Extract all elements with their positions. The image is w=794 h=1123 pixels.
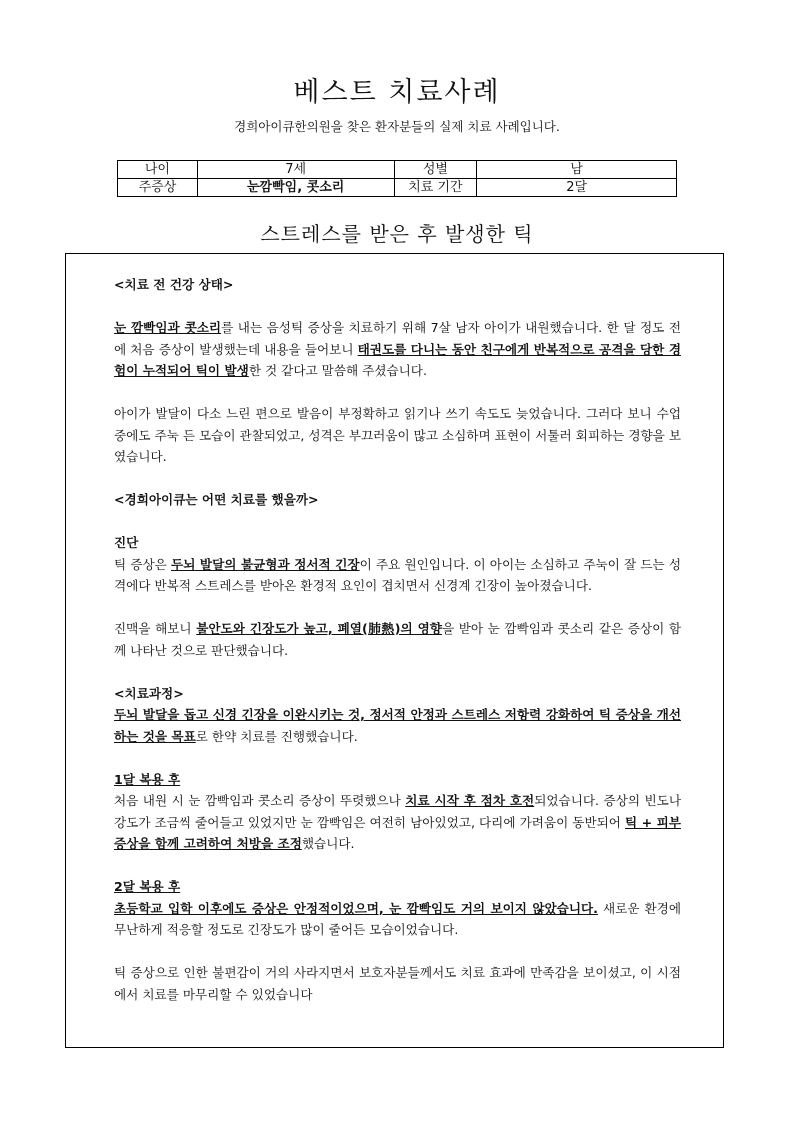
section-heading-month1 <box>114 769 681 791</box>
highlight-text: 두뇌 발달을 돕고 신경 긴장을 이완시키는 것, 정서적 안정과 스트레스 저항력 강화하여 틱 증상을 개선하는 것을 목표 <box>114 707 681 744</box>
month1-heading-text: 1달 복용 후 <box>114 771 181 787</box>
age-value: 7세 <box>197 161 394 179</box>
highlight-text: 치료 시작 후 점차 호전 <box>405 793 535 808</box>
table-row <box>118 179 677 197</box>
section-heading-process: <치료과정> <box>114 685 184 701</box>
patient-info-table <box>117 160 677 197</box>
table-row <box>118 161 677 179</box>
age-label: 나이 <box>118 161 198 179</box>
diagnosis-paragraph-1 <box>114 554 681 597</box>
case-content-box <box>65 253 724 1048</box>
diagnosis-paragraph-2 <box>114 618 681 661</box>
highlight-text: 틱 + 피부 증상을 함께 고려하여 처방을 조정 <box>114 814 681 851</box>
symptom-label: 주증상 <box>118 179 198 197</box>
page-title: 베스트 치료사례 <box>293 77 501 108</box>
body-text: 를 내는 음성틱 증상을 치료하기 위해 7살 남자 아이가 내원했습니다. 한 달 정도 전에 처음 증상이 발생했는데 내용을 들어보니 <box>114 320 682 357</box>
body-text: 을 받아 눈 깜빡임과 콧소리 같은 증상이 함께 나타난 것으로 판단했습니다. <box>114 621 682 658</box>
month2-paragraph-2: 틱 증상으로 인한 불편감이 거의 사라지면서 보호자분들께서도 치료 효과에 만족감을 보이셨고, 이 시점에서 치료를 마무리할 수 있었습니다 <box>114 965 681 1002</box>
highlight-text: 초등학교 입학 이후에도 증상은 안정적이었으며, 눈 깜빡임도 거의 보이지 않았습니다. <box>114 900 598 916</box>
body-text: 되었습니다. 증상의 빈도나 강도가 조금씩 줄어들고 있었지만 눈 깜빡임은 여전히 남아있었고, 다리에 가려움이 동반되어 <box>114 793 681 830</box>
gender-label: 성별 <box>394 161 477 179</box>
highlight-text: 태권도를 다니는 동안 친구에게 반복적으로 공격을 당한 경험이 누적되어 틱이 발생 <box>114 341 682 378</box>
body-text: 틱 증상은 <box>114 556 172 572</box>
month1-paragraph <box>114 790 681 855</box>
body-text: 진맥을 해보니 <box>114 621 197 636</box>
before-paragraph-2: 아이가 발달이 다소 느린 편으로 발음이 부정확하고 읽기나 쓰기 속도도 늦었습니다. 그러다 보니 수업 중에도 주눅 든 모습이 관찰되었고, 성격은 부끄러움이 많고 소심하며 표현이 서툴러 회피하는 경향을 보였습니다. <box>114 406 681 464</box>
body-text: 했습니다. <box>301 836 355 851</box>
month2-paragraph-1 <box>114 898 681 941</box>
month2-heading-text: 2달 복용 후 <box>114 879 181 894</box>
case-title: 스트레스를 받은 후 발생한 틱 <box>260 222 534 246</box>
section-heading-before: <치료 전 건강 상태> <box>114 277 234 292</box>
period-value: 2달 <box>477 179 677 197</box>
body-text: 이 주요 원인입니다. 이 아이는 소심하고 주눅이 잘 드는 성격에다 반복적 스트레스를 받아온 환경적 요인이 겹치면서 신경계 긴장이 높아졌습니다. <box>114 556 682 593</box>
body-text: 처음 내원 시 눈 깜빡임과 콧소리 증상이 뚜렷했으나 <box>114 793 406 808</box>
symptom-value: 눈깜빡임, 콧소리 <box>197 179 394 197</box>
case-content <box>114 274 681 1005</box>
body-text: 한 것 같다고 말씀해 주셨습니다. <box>248 363 427 378</box>
body-text: 새로운 환경에 무난하게 적응할 정도로 긴장도가 많이 줄어든 모습이었습니다. <box>114 900 681 937</box>
highlight-text: 두뇌 발달의 불균형과 정서적 긴장 <box>171 556 360 572</box>
highlight-text: 눈 깜빡임과 콧소리 <box>114 320 222 335</box>
before-paragraph-1 <box>114 317 681 382</box>
body-text: 로 한약 치료를 진행했습니다. <box>195 728 358 744</box>
period-label: 치료 기간 <box>394 179 477 197</box>
section-heading-treatment: <경희아이큐는 어떤 치료를 했을까> <box>114 492 319 507</box>
section-heading-month2 <box>114 876 681 898</box>
highlight-text: 불안도와 긴장도가 높고, 폐열(肺熱)의 영향 <box>196 621 442 636</box>
gender-value: 남 <box>477 161 677 179</box>
diagnosis-heading: 진단 <box>114 535 139 550</box>
process-paragraph <box>114 704 681 747</box>
page-subtitle: 경희아이큐한의원을 찾은 환자분들의 실제 치료 사례입니다. <box>234 119 560 134</box>
